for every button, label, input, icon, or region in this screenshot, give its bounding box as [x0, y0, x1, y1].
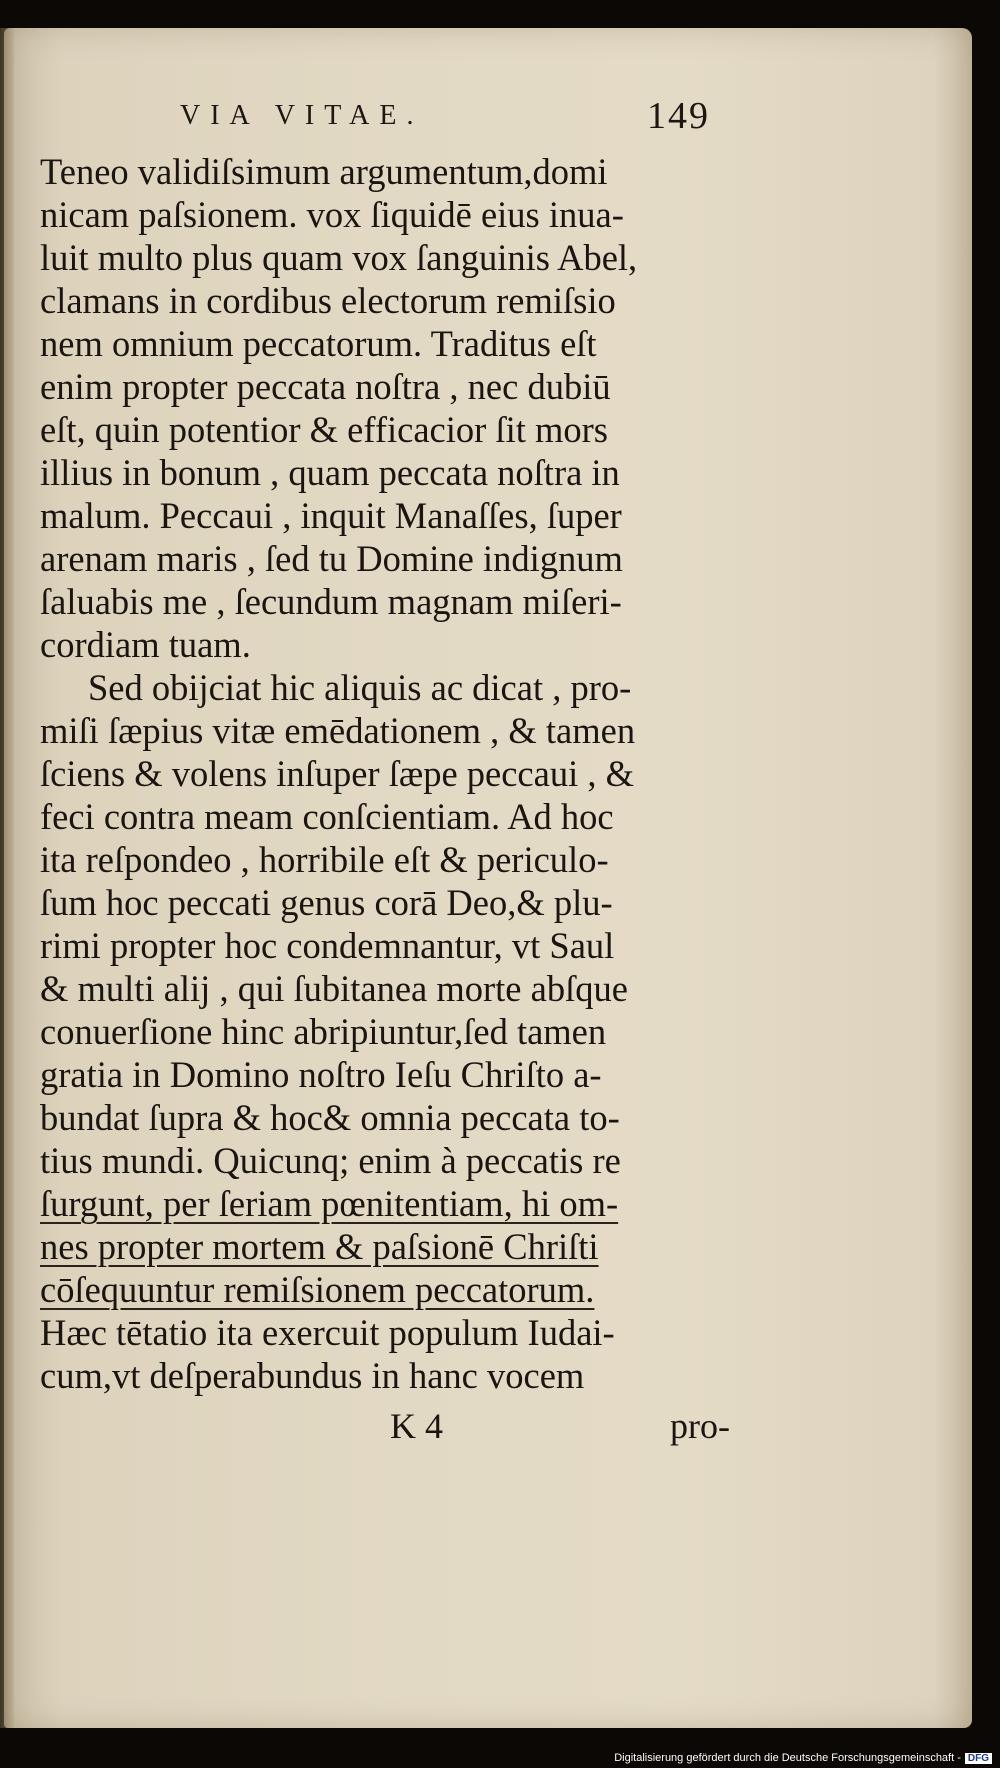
page-edge-shadow: [0, 28, 14, 1728]
text-line: ſaluabis me , ſecundum magnam miſeri-: [40, 581, 622, 622]
text-line: rimi propter hoc condemnantur, vt Saul: [40, 925, 615, 966]
page-footer: [390, 1405, 730, 1451]
underlined-text-line: ſurgunt, per ſeriam pœnitentiam, hi om-: [40, 1183, 619, 1224]
text-line: nicam paſsionem. vox ſiquidē eius inua-: [40, 194, 624, 235]
text-line: tius mundi. Quicunq; enim à peccatis re: [40, 1140, 621, 1181]
text-line: conuerſione hinc abripiuntur,ſed tamen: [40, 1011, 607, 1052]
text-line: gratia in Domino noſtro Ieſu Chriſto a-: [40, 1054, 602, 1095]
text-line: clamans in cordibus electorum remiſsio: [40, 280, 616, 321]
text-line: arenam maris , ſed tu Domine indignum: [40, 538, 623, 579]
text-line: malum. Peccaui , inquit Manaſſes, ſuper: [40, 495, 622, 536]
text-line: bundat ſupra & hoc& omnia peccata to-: [40, 1097, 620, 1138]
text-line: ſum hoc peccati genus corā Deo,& plu-: [40, 882, 613, 923]
signature-mark: K 4: [390, 1406, 443, 1446]
running-title: VIA VITAE.: [180, 100, 424, 131]
text-line: ita reſpondeo , horribile eſt & periculo-: [40, 839, 609, 880]
running-head: [180, 95, 710, 146]
dfg-logo: DFG: [965, 1753, 992, 1764]
credit-text: Digitalisierung gefördert durch die Deutsche Forschungsgemeinschaft -: [614, 1752, 961, 1764]
page-number: 149: [647, 95, 710, 137]
text-line: enim propter peccata noſtra , nec dubiū: [40, 366, 611, 407]
text-line: luit multo plus quam vox ſanguinis Abel,: [40, 237, 638, 278]
body-text: [40, 150, 720, 1397]
text-line: eſt, quin potentior & efficacior ſit mors: [40, 409, 608, 450]
text-line: illius in bonum , quam peccata noſtra in: [40, 452, 620, 493]
text-line: Hæc tētatio ita exercuit populum Iudai-: [40, 1312, 615, 1353]
digitization-credit: [614, 1752, 992, 1764]
text-line: miſi ſæpius vitæ emēdationem , & tamen: [40, 710, 636, 751]
text-line: Sed obijciat hic aliquis ac dicat , pro-: [88, 667, 632, 708]
text-line: & multi alij , qui ſubitanea morte abſque: [40, 968, 628, 1009]
catchword: pro-: [670, 1406, 730, 1446]
text-line: Teneo validiſsimum argumentum,domi: [40, 151, 608, 192]
text-line: feci contra meam conſcientiam. Ad hoc: [40, 796, 614, 837]
text-line: cordiam tuam.: [40, 624, 251, 665]
underlined-text-line: nes propter mortem & paſsionē Chriſti: [40, 1226, 599, 1267]
text-line: ſciens & volens inſuper ſæpe peccaui , &: [40, 753, 634, 794]
text-line: cum,vt deſperabundus in hanc vocem: [40, 1355, 585, 1396]
underlined-text-line: cōſequuntur remiſsionem peccatorum.: [40, 1269, 595, 1310]
text-line: nem omnium peccatorum. Traditus eſt: [40, 323, 597, 364]
